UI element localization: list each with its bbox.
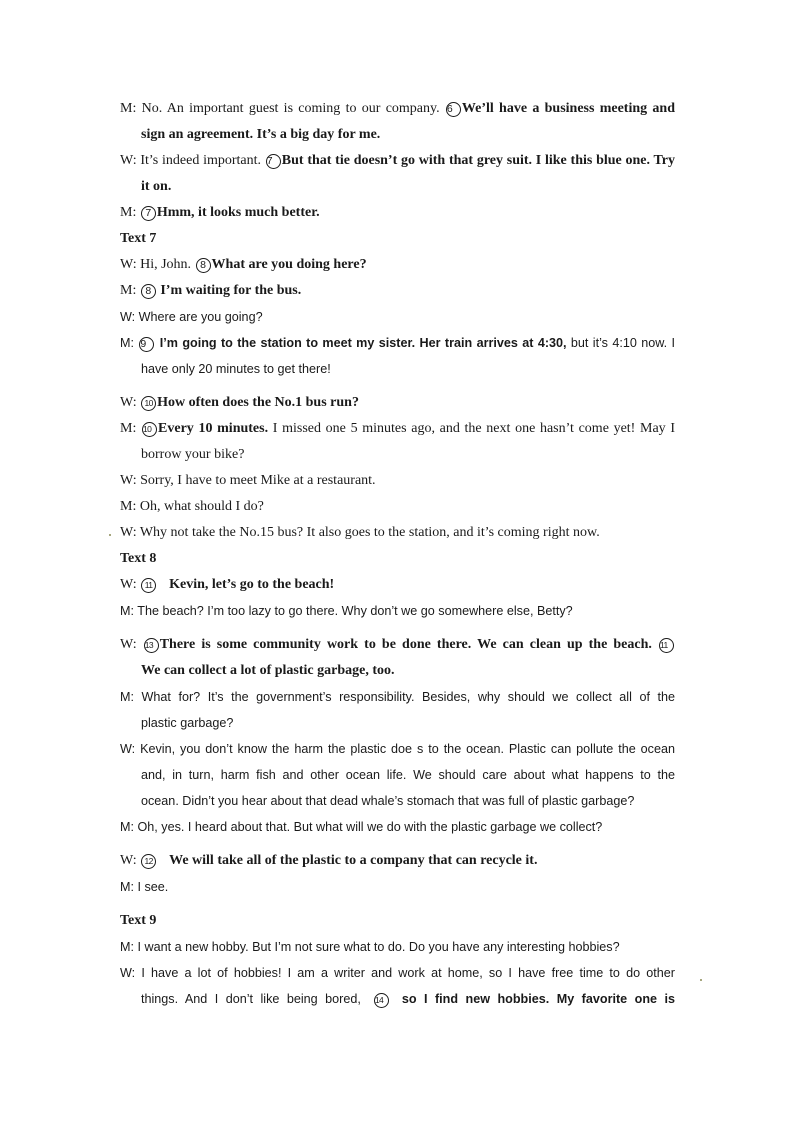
speck-mark: [700, 979, 702, 981]
answer-marker: 12: [141, 854, 156, 869]
dialogue-line: M: Oh, what should I do?: [120, 499, 264, 514]
section-heading: Text 7: [120, 231, 157, 246]
answer-marker: 9: [139, 337, 154, 352]
speck-mark: [109, 534, 111, 536]
dialogue-line: M: 9 I’m going to the station to meet my sister. Her train arrives at 4:30, but it’s 4:10 now. I: [120, 336, 676, 350]
dialogue-line: have only 20 minutes to get there!: [141, 362, 331, 376]
dialogue-line: M: The beach? I’m too lazy to go there. Why don’t we go somewhere else, Betty?: [120, 604, 573, 618]
answer-marker: 11: [659, 638, 674, 653]
dialogue-line: borrow your bike?: [141, 447, 245, 462]
dialogue-line: ocean. Didn’t you hear about that dead whale’s stomach that was full of plastic garbage?: [141, 794, 635, 808]
dialogue-line: M: 10 Every 10 minutes. I missed one 5 minutes ago, and the next one hasn’t come yet! May I: [120, 421, 676, 436]
answer-marker: 8: [196, 258, 211, 273]
answer-marker: 6: [446, 102, 461, 117]
dialogue-line: M: 7 Hmm, it looks much better.: [120, 205, 320, 220]
dialogue-line: M: What for? It’s the government’s responsibility. Besides, why should we collect all of the: [120, 690, 675, 704]
answer-marker: 10: [141, 396, 156, 411]
section-heading: Text 8: [120, 551, 157, 566]
answer-marker: 8: [141, 284, 156, 299]
dialogue-line: M: No. An important guest is coming to our company. 6 We’ll have a business meeting and: [120, 101, 675, 116]
dialogue-line: W: 10 How often does the No.1 bus run?: [120, 395, 359, 410]
dialogue-line: sign an agreement. It’s a big day for me.: [141, 127, 381, 142]
answer-marker: 11: [141, 578, 156, 593]
answer-marker: 7: [141, 206, 156, 221]
dialogue-line: M: I see.: [120, 880, 169, 894]
answer-marker: 14: [374, 993, 389, 1008]
answer-marker: 13: [144, 638, 159, 653]
dialogue-line: W: Kevin, you don’t know the harm the plastic doe s to the ocean. Plastic can pollute the ocean: [120, 742, 675, 756]
dialogue-line: plastic garbage?: [141, 716, 234, 730]
dialogue-line: M: I want a new hobby. But I’m not sure what to do. Do you have any interesting hobbies?: [120, 940, 620, 954]
dialogue-line: W: 11 Kevin, let’s go to the beach!: [120, 577, 335, 592]
dialogue-line: W: Why not take the No.15 bus? It also goes to the station, and it’s coming right now.: [120, 525, 600, 540]
dialogue-line: We can collect a lot of plastic garbage, too.: [141, 663, 395, 678]
dialogue-line: and, in turn, harm fish and other ocean life. We should care about what happens to the: [141, 768, 675, 782]
dialogue-line: W: It’s indeed important. 7 But that tie doesn’t go with that grey suit. I like this blue one. Try: [120, 153, 676, 168]
dialogue-line: W: Where are you going?: [120, 310, 263, 324]
dialogue-line: M: Oh, yes. I heard about that. But what will we do with the plastic garbage we collect?: [120, 820, 603, 834]
dialogue-line: W: Sorry, I have to meet Mike at a restaurant.: [120, 473, 376, 488]
dialogue-line: W: I have a lot of hobbies! I am a writer and work at home, so I have free time to do other: [120, 966, 675, 980]
dialogue-line: W: 13 There is some community work to be done there. We can clean up the beach. 11: [120, 636, 675, 654]
answer-marker: 7: [266, 154, 281, 169]
dialogue-line: W: Hi, John. 8 What are you doing here?: [120, 257, 367, 272]
dialogue-line: W: 12 We will take all of the plastic to a company that can recycle it.: [120, 853, 538, 868]
dialogue-line: it on.: [141, 179, 172, 194]
dialogue-line: M: 8 I’m waiting for the bus.: [120, 283, 302, 298]
answer-marker: 10: [142, 422, 157, 437]
section-heading: Text 9: [120, 913, 157, 928]
dialogue-line: things. And I don’t like being bored, 14 so I find new hobbies. My favorite one is: [141, 992, 675, 1006]
